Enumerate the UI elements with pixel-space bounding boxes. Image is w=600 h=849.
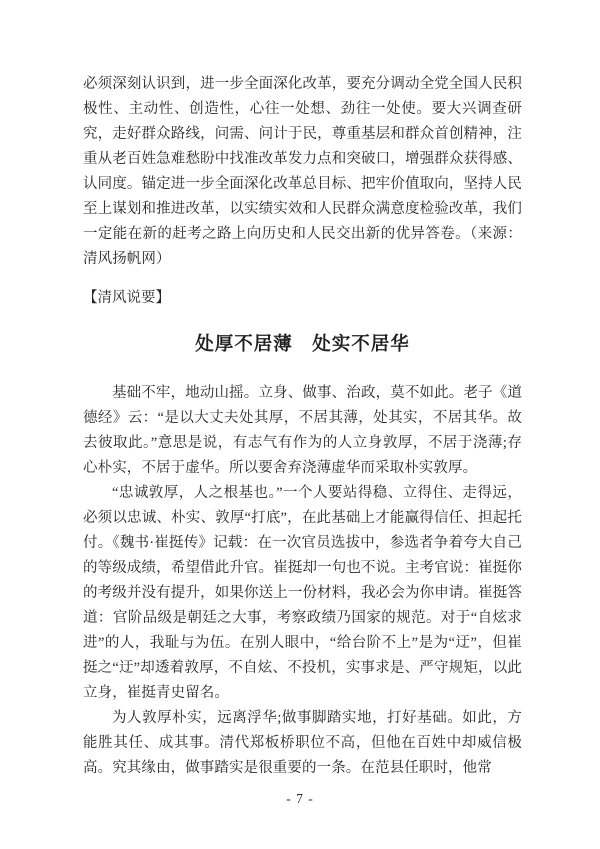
article-title: 处厚不居薄 处实不居华 [195, 335, 410, 355]
article-paragraph-2: “忠诚敦厚，人之根基也。”一个人要站得稳、立得住、走得远，必须以忠诚、朴实、敦厚“打底”，在此基础上才能赢得信任、担起托付。《魏书·崔挺传》记载：在一次官员选拔中，参选者争着夸大自己的等级成绩，希望借此升官。崔挺却一句也不说。主考官说：崔挺你的考级并没有提升，如果你送上一份材料，我必会为你申请。崔挺答道：官阶品级是朝廷之大事，考察政绩乃国家的规范。对于“自炫求进”的人，我耻与为伍。在别人眼中，“给台阶不上”是为“迂”，但崔挺之“迂”却透着敦厚，不自炫、不投机，实事求是、严守规矩，以此立身，崔挺青史留名。 [83, 485, 522, 701]
continuation-paragraph: 必须深刻认识到，进一步全面深化改革，要充分调动全党全国人民积极性、主动性、创造性，心往一处想、劲往一处使。要大兴调查研究，走好群众路线，问需、问计于民，尊重基层和群众首创精神，注重从老百姓急难愁盼中找准改革发力点和突破口，增强群众获得感、认同度。锚定进一步全面深化改革总目标、把牢价值取向，坚持人民至上谋划和推进改革，以实绩实效和人民群众满意度检验改革，我们一定能在新的赶考之路上向历史和人民交出新的优异答卷。（来源：清风扬帆网） [83, 76, 522, 267]
article-paragraph-3: 为人敦厚朴实，远离浮华;做事脚踏实地，打好基础。如此，方能胜其任、成其事。清代郑板桥职位不高，但他在百姓中却威信极高。究其缘由，做事踏实是很重要的一条。在范县任职时，他常 [83, 710, 522, 776]
page-number: - 7 - [286, 791, 314, 806]
section-header: 【清风说要】 [83, 290, 170, 306]
article-paragraph-1: 基础不牢，地动山摇。立身、做事、治政，莫不如此。老子《道德经》云：“是以大丈夫处其厚，不居其薄，处其实，不居其华。故去彼取此。”意思是说，有志气有作为的人立身敦厚，不居于浇薄;存心朴实，不居于虚华。所以要舍弃浇薄虚华而采取朴实敦厚。 [83, 385, 522, 476]
